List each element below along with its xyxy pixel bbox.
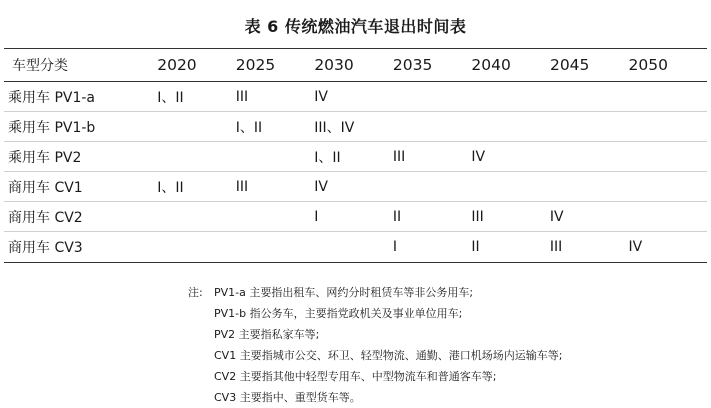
note-line [188, 366, 562, 387]
table-cell: IV [314, 88, 328, 105]
table-row [4, 112, 707, 142]
note-text: CV3 主要指中、重型货车等。 [214, 391, 361, 404]
table-notes [188, 282, 562, 408]
note-text: CV1 主要指城市公交、环卫、轻型物流、通勤、港口机场场内运输车等; [214, 349, 563, 362]
table-row [4, 202, 707, 232]
table-cell: IV [314, 178, 328, 195]
table-cell: III [235, 88, 249, 105]
table-cell: II [392, 208, 402, 225]
table-cell: IV [628, 239, 643, 255]
note-text: PV1-a 主要指出租车、网约分时租赁车等非公务用车; [214, 286, 474, 299]
table-cell: II [471, 239, 480, 255]
table-cell: IV [471, 148, 486, 165]
table-cell: I、II [235, 119, 263, 136]
table-cell: I、II [157, 89, 184, 106]
table-cell: I [392, 239, 397, 255]
table-cell: I [314, 208, 319, 225]
row-category: 商用车 CV1 [8, 179, 83, 196]
note-line [188, 303, 562, 324]
table-title: 表 6 传统燃油汽车退出时间表 [244, 17, 467, 36]
header-year: 2025 [235, 56, 276, 74]
note-line [188, 387, 562, 408]
header-year: 2045 [549, 56, 590, 74]
table-row [4, 172, 707, 202]
table-row [4, 142, 707, 172]
table-cell: I、II [157, 179, 184, 196]
table-cell: III [235, 178, 249, 195]
note-prefix: 注: [188, 286, 203, 299]
header-year: 2040 [471, 56, 511, 74]
table-cell: III [392, 148, 406, 165]
row-category: 商用车 CV2 [8, 209, 83, 226]
note-line [188, 324, 562, 345]
header-year: 2020 [157, 56, 197, 74]
table-cell: III [471, 208, 484, 225]
row-category: 乘用车 PV2 [8, 149, 82, 166]
note-line [188, 345, 562, 366]
row-category: 乘用车 PV1-a [8, 89, 96, 106]
note-text: PV1-b 指公务车，主要指党政机关及事业单位用车; [214, 307, 463, 320]
table-cell: III、IV [314, 119, 355, 136]
header-year: 2030 [314, 56, 354, 74]
row-category: 乘用车 PV1-b [8, 119, 96, 136]
table-cell: IV [549, 208, 564, 225]
header-category: 车型分类 [12, 58, 68, 74]
note-line [188, 282, 562, 303]
note-text: CV2 主要指其他中轻型专用车、中型物流车和普通客车等; [214, 370, 497, 383]
table-header-row [4, 49, 707, 82]
header-year: 2035 [392, 56, 433, 74]
row-category: 商用车 CV3 [8, 240, 83, 256]
header-year: 2050 [628, 56, 668, 74]
table-cell: III [549, 239, 563, 255]
table-row [4, 232, 707, 262]
table-row [4, 82, 707, 112]
table-cell: I、II [314, 149, 341, 166]
note-text: PV2 主要指私家车等; [214, 328, 320, 341]
phaseout-table [4, 48, 707, 263]
